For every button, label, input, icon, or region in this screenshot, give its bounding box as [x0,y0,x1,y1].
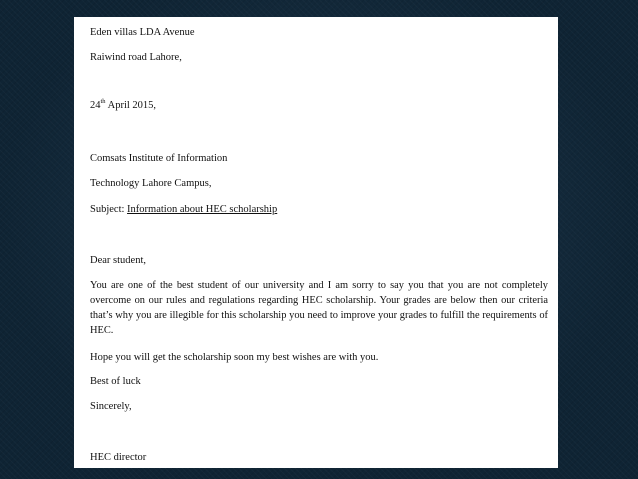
sign-off: Sincerely, [90,401,132,412]
letter-page [74,17,558,468]
signature-name: HEC director [90,452,147,463]
recipient-line-1: Comsats Institute of Information [90,153,228,164]
date-suffix: th [100,97,106,105]
letter-date [90,99,156,113]
address-line-2: Raiwind road Lahore, [90,52,182,63]
subject-label: Subject: [90,204,128,215]
address-line-1: Eden villas LDA Avenue [90,27,195,38]
best-of-luck: Best of luck [90,376,141,387]
date-rest: April 2015, [105,100,157,111]
subject-text: Information about HEC scholarship [127,204,278,215]
salutation: Dear student, [90,255,146,266]
subject-line [90,203,277,217]
date-day: 24 [90,100,101,111]
recipient-line-2: Technology Lahore Campus, [90,178,212,189]
closing-wish: Hope you will get the scholarship soon my best wishes are with you. [90,352,379,363]
body-paragraph: You are one of the best student of our university and I am sorry to say you that you are not completely overcome on our rules and regulations regarding HEC scholarship. Your grades are below then our criteria that’s why you are illegible for this scholarship you need to improve your grades to fulfill the requirements of HEC. [90,280,548,336]
